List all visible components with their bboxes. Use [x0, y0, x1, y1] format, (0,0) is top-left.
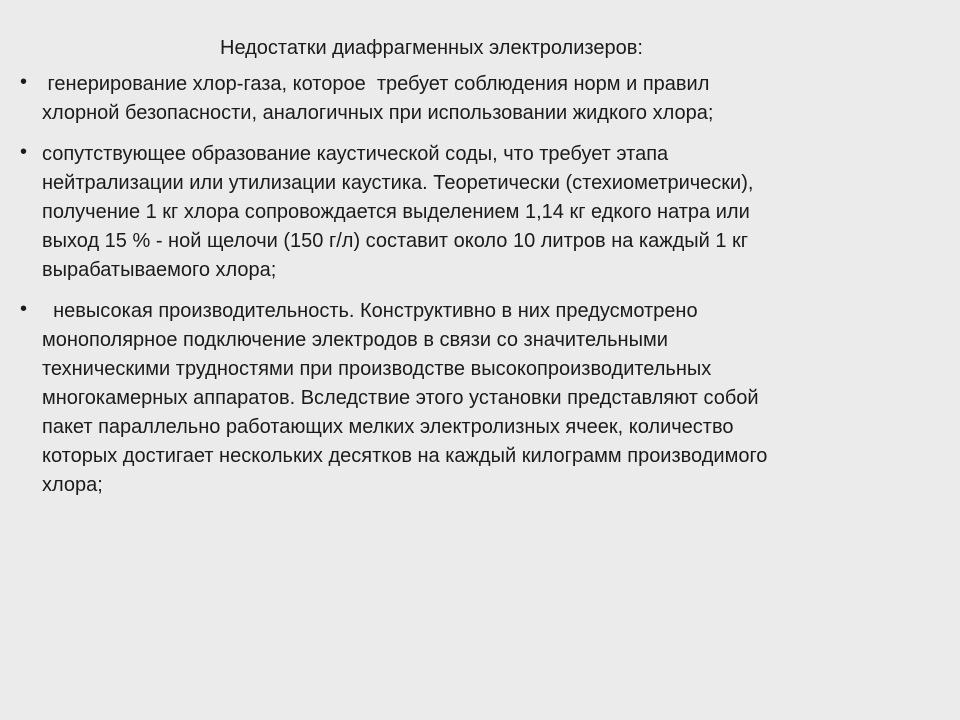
bullet-text-line: монополярное подключение электродов в связи со значительными	[42, 329, 668, 351]
bullet-text-line: нейтрализации или утилизации каустика. Теоретически (стехиометрически),	[42, 172, 754, 194]
bullet-list	[20, 70, 940, 512]
bullet-text-line: генерирование хлор-газа, которое требует соблюдения норм и правил	[42, 73, 710, 95]
bullet-text-line: выход 15 % - ной щелочи (150 г/л) составит около 10 литров на каждый 1 кг	[42, 230, 749, 252]
bullet-text-line: получение 1 кг хлора сопровождается выделением 1,14 кг едкого натра или	[42, 201, 750, 223]
bullet-item-chlorine-gas	[20, 70, 940, 128]
bullet-text-line: хлора;	[42, 474, 103, 496]
bullet-item-low-productivity	[20, 297, 940, 500]
bullet-icon: •	[20, 71, 28, 93]
bullet-item-caustic-soda	[20, 140, 940, 285]
bullet-icon: •	[20, 298, 28, 320]
bullet-text-line: пакет параллельно работающих мелких электролизных ячеек, количество	[42, 416, 734, 438]
bullet-text-line: вырабатываемого хлора;	[42, 259, 277, 281]
slide-title: Недостатки диафрагменных электролизеров:	[220, 37, 643, 59]
bullet-text-line: сопутствующее образование каустической соды, что требует этапа	[42, 143, 669, 165]
bullet-icon: •	[20, 141, 28, 163]
bullet-text-line: техническими трудностями при производстве высокопроизводительных	[42, 358, 712, 380]
bullet-text-line: хлорной безопасности, аналогичных при использовании жидкого хлора;	[42, 102, 714, 124]
bullet-text-line: невысокая производительность. Конструктивно в них предусмотрено	[42, 300, 698, 322]
bullet-text-line: которых достигает нескольких десятков на каждый килограмм производимого	[42, 445, 768, 467]
bullet-text-line: многокамерных аппаратов. Вследствие этого установки представляют собой	[42, 387, 759, 409]
